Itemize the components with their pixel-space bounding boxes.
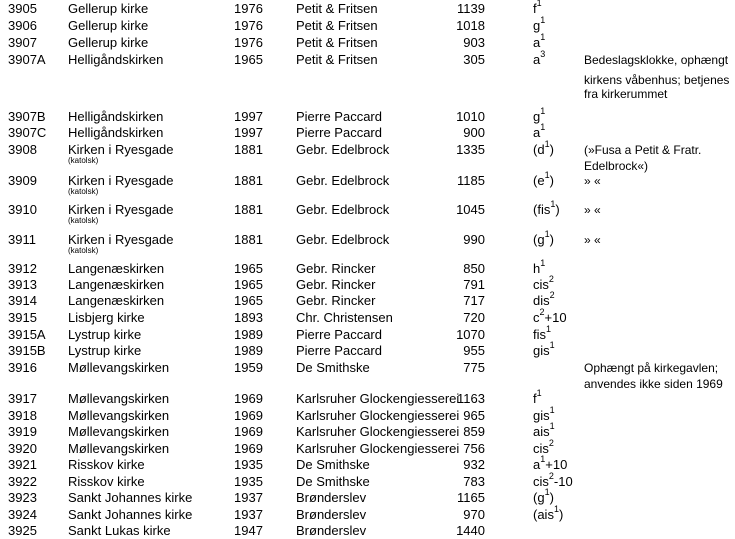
bell-note: Ophængt på kirkegavlen; (584, 361, 719, 375)
church-name: Risskov kirke (68, 474, 145, 489)
tone-suffix: ) (558, 507, 564, 522)
church-name: Gellerup kirke (68, 1, 149, 16)
tone-octave: 1 (540, 454, 546, 464)
bell-founder: Karlsruher Glockengiesserei (296, 391, 460, 406)
tone-octave: 1 (553, 504, 559, 514)
tone-suffix: ) (549, 490, 554, 505)
cast-year: 1969 (234, 441, 263, 456)
bell-number: 3913 (8, 277, 37, 292)
bell-number: 3922 (8, 474, 37, 489)
tone-octave: 2 (548, 471, 554, 481)
tone-octave: 1 (550, 199, 556, 209)
bell-note: » « (584, 174, 601, 188)
bell-founder: De Smithske (296, 457, 370, 472)
bell-founder: De Smithske (296, 474, 370, 489)
tone-base: g (533, 18, 541, 33)
tone-suffix: +10 (545, 457, 568, 472)
tone-octave: 1 (549, 421, 555, 431)
bell-number: 3914 (8, 293, 37, 308)
bell-note: fra kirkerummet (584, 87, 668, 101)
bell-weight: 756 (463, 441, 485, 456)
bell-number: 3906 (8, 18, 37, 33)
cast-year: 1935 (234, 457, 263, 472)
bell-number: 3916 (8, 360, 37, 375)
tone-base: f (533, 391, 537, 406)
bell-number: 3918 (8, 408, 37, 423)
bell-tone (533, 170, 554, 189)
cast-year: 1937 (234, 490, 263, 505)
bell-weight: 1018 (456, 18, 485, 33)
cast-year: 1976 (234, 18, 263, 33)
bell-founder: Pierre Paccard (296, 109, 382, 124)
church-name: Kirken i Ryesgade (68, 173, 174, 188)
bell-weight: 720 (463, 310, 485, 325)
tone-base: (d (533, 142, 545, 157)
bell-number: 3919 (8, 424, 37, 439)
bell-note: » « (584, 233, 601, 247)
tone-base: ais (533, 424, 550, 439)
cast-year: 1969 (234, 424, 263, 439)
bell-founder: Gebr. Rincker (296, 277, 376, 292)
tone-base: (g (533, 232, 545, 247)
tone-octave: 2 (548, 274, 554, 284)
church-denomination: (katolsk) (68, 156, 99, 165)
bell-founder: Petit & Fritsen (296, 18, 378, 33)
tone-octave: 1 (544, 139, 550, 149)
bell-tone (533, 471, 573, 490)
cast-year: 1965 (234, 293, 263, 308)
bell-note: kirkens våbenhus; betjenes (584, 73, 730, 87)
bell-note: (»Fusa a Petit & Fratr. (584, 143, 702, 157)
bell-weight: 903 (463, 35, 485, 50)
bell-weight: 783 (463, 474, 485, 489)
bell-tone (533, 340, 555, 359)
bell-founder: Karlsruher Glockengiesserei (296, 408, 460, 423)
cast-year: 1976 (234, 1, 263, 16)
tone-octave: 1 (540, 106, 546, 116)
bell-founder: Pierre Paccard (296, 343, 382, 358)
bell-tone (533, 504, 564, 523)
bell-number: 3925 (8, 523, 37, 538)
bell-weight: 970 (463, 507, 485, 522)
bell-weight: 1010 (456, 109, 485, 124)
tone-octave: 3 (540, 49, 546, 59)
bell-number: 3915A (8, 327, 46, 342)
tone-octave: 2 (549, 290, 555, 300)
tone-octave: 1 (544, 487, 550, 497)
bell-founder: Pierre Paccard (296, 327, 382, 342)
bell-number: 3921 (8, 457, 37, 472)
church-denomination: (katolsk) (68, 246, 99, 255)
church-name: Lystrup kirke (68, 343, 142, 358)
cast-year: 1989 (234, 327, 263, 342)
church-name: Lystrup kirke (68, 327, 142, 342)
bell-weight: 850 (463, 261, 485, 276)
bell-founder: Chr. Christensen (296, 310, 393, 325)
cast-year: 1965 (234, 52, 263, 67)
bell-weight: 900 (463, 125, 485, 140)
bell-weight: 990 (463, 232, 485, 247)
bell-number: 3911 (8, 232, 36, 247)
tone-base: (fis (533, 202, 551, 217)
tone-suffix: ) (555, 202, 560, 217)
bell-founder: Brønderslev (296, 523, 367, 538)
cast-year: 1937 (234, 507, 263, 522)
cast-year: 1965 (234, 261, 263, 276)
cast-year: 1965 (234, 277, 263, 292)
tone-octave: 2 (539, 307, 545, 317)
cast-year: 1989 (234, 343, 263, 358)
tone-octave: 1 (546, 324, 552, 334)
tone-base: g (533, 109, 541, 124)
bell-tone (533, 258, 546, 277)
church-name: Kirken i Ryesgade (68, 202, 174, 217)
tone-octave: 1 (540, 32, 546, 42)
cast-year: 1947 (234, 523, 263, 538)
bell-weight: 1440 (456, 523, 485, 538)
church-denomination: (katolsk) (68, 187, 99, 196)
church-name: Møllevangskirken (68, 408, 170, 423)
bell-weight: 305 (463, 52, 485, 67)
bell-note: Bedeslagsklokke, ophængt (584, 53, 729, 67)
tone-base: cis (533, 277, 549, 292)
church-name: Møllevangskirken (68, 441, 170, 456)
church-name: Langenæskirken (68, 261, 165, 276)
bell-weight: 791 (463, 277, 485, 292)
church-name: Helligåndskirken (68, 109, 164, 124)
bell-number: 3915B (8, 343, 46, 358)
church-denomination: (katolsk) (68, 216, 99, 225)
bell-weight: 932 (463, 457, 485, 472)
bell-weight: 859 (463, 424, 485, 439)
church-name: Sankt Lukas kirke (68, 523, 171, 538)
bell-founder: De Smithske (296, 360, 370, 375)
bell-founder: Gebr. Rincker (296, 261, 376, 276)
bell-founder: Karlsruher Glockengiesserei (296, 441, 460, 456)
tone-base: a (533, 35, 541, 50)
bell-weight: 775 (463, 360, 485, 375)
tone-base: dis (533, 293, 550, 308)
cast-year: 1959 (234, 360, 263, 375)
tone-base: h (533, 261, 541, 276)
tone-octave: 1 (536, 0, 542, 8)
church-name: Møllevangskirken (68, 424, 170, 439)
bell-tone (533, 388, 542, 407)
bell-number: 3917 (8, 391, 37, 406)
bell-tone (533, 199, 560, 218)
bell-weight: 1163 (457, 391, 485, 406)
bell-weight: 965 (463, 408, 485, 423)
bell-weight: 1185 (457, 173, 485, 188)
bell-founder: Gebr. Edelbrock (296, 173, 390, 188)
cast-year: 1935 (234, 474, 263, 489)
bell-number: 3908 (8, 142, 37, 157)
tone-octave: 1 (549, 340, 555, 350)
bell-weight: 1070 (456, 327, 485, 342)
tone-suffix: +10 (544, 310, 567, 325)
tone-base: a (533, 457, 541, 472)
tone-base: (g (533, 490, 545, 505)
bell-tone (533, 49, 546, 68)
cast-year: 1969 (234, 391, 263, 406)
bell-number: 3907B (8, 109, 46, 124)
bell-number: 3912 (8, 261, 37, 276)
cast-year: 1881 (234, 142, 263, 157)
tone-suffix: ) (549, 173, 554, 188)
bell-number: 3907A (8, 52, 46, 67)
church-name: Sankt Johannes kirke (68, 490, 193, 505)
cast-year: 1881 (234, 202, 263, 217)
bell-founder: Gebr. Edelbrock (296, 142, 390, 157)
bell-tone (533, 487, 554, 506)
tone-suffix: -10 (553, 474, 573, 489)
cast-year: 1969 (234, 408, 263, 423)
tone-octave: 1 (536, 388, 542, 398)
bell-number: 3920 (8, 441, 37, 456)
bell-weight: 955 (463, 343, 485, 358)
bell-weight: 1139 (457, 1, 485, 16)
church-name: Langenæskirken (68, 277, 165, 292)
bell-founder: Karlsruher Glockengiesserei (296, 424, 460, 439)
cast-year: 1881 (234, 173, 263, 188)
bell-weight: 717 (463, 293, 485, 308)
cast-year: 1893 (234, 310, 263, 325)
tone-suffix: ) (549, 142, 554, 157)
bell-founder: Brønderslev (296, 507, 367, 522)
tone-base: gis (533, 408, 550, 423)
tone-base: a (533, 125, 541, 140)
tone-base: (e (533, 173, 545, 188)
church-name: Helligåndskirken (68, 52, 164, 67)
bell-number: 3924 (8, 507, 37, 522)
bell-weight: 1165 (457, 490, 485, 505)
church-name: Kirken i Ryesgade (68, 232, 174, 247)
tone-base: (ais (533, 507, 554, 522)
church-name: Møllevangskirken (68, 360, 170, 375)
bell-weight: 1335 (456, 142, 485, 157)
tone-octave: 2 (548, 438, 554, 448)
bell-number: 3907C (8, 125, 47, 140)
bell-number: 3905 (8, 1, 37, 16)
bell-tone (533, 324, 552, 343)
tone-octave: 1 (540, 122, 546, 132)
church-name: Langenæskirken (68, 293, 165, 308)
bell-founder: Gebr. Rincker (296, 293, 376, 308)
cast-year: 1881 (234, 232, 263, 247)
bell-number: 3909 (8, 173, 37, 188)
bell-founder: Brønderslev (296, 490, 367, 505)
bell-tone (533, 229, 554, 248)
cast-year: 1976 (234, 35, 263, 50)
tone-octave: 1 (540, 15, 546, 25)
cast-year: 1997 (234, 109, 263, 124)
church-name: Lisbjerg kirke (68, 310, 145, 325)
tone-octave: 1 (544, 170, 550, 180)
bell-note: » « (584, 203, 601, 217)
cast-year: 1997 (234, 125, 263, 140)
tone-octave: 1 (544, 229, 550, 239)
tone-base: a (533, 52, 541, 67)
tone-octave: 1 (540, 258, 546, 268)
church-name: Gellerup kirke (68, 35, 149, 50)
church-name: Møllevangskirken (68, 391, 170, 406)
bell-tone (533, 122, 546, 141)
bell-tone (533, 139, 554, 158)
bell-founder: Gebr. Edelbrock (296, 202, 390, 217)
bell-number: 3910 (8, 202, 37, 217)
church-name: Kirken i Ryesgade (68, 142, 174, 157)
bell-founder: Pierre Paccard (296, 125, 382, 140)
tone-base: c (533, 310, 540, 325)
tone-base: cis (533, 441, 549, 456)
bell-number: 3923 (8, 490, 37, 505)
tone-base: fis (533, 327, 546, 342)
bell-founder: Petit & Fritsen (296, 35, 378, 50)
tone-base: cis (533, 474, 549, 489)
bell-note: anvendes ikke siden 1969 (584, 377, 723, 391)
church-name: Risskov kirke (68, 457, 145, 472)
tone-base: f (533, 1, 537, 16)
bell-founder: Petit & Fritsen (296, 52, 378, 67)
church-name: Sankt Johannes kirke (68, 507, 193, 522)
tone-octave: 1 (549, 405, 555, 415)
bell-founder: Petit & Fritsen (296, 1, 378, 16)
tone-base: gis (533, 343, 550, 358)
church-name: Gellerup kirke (68, 18, 149, 33)
church-name: Helligåndskirken (68, 125, 164, 140)
bell-number: 3915 (8, 310, 37, 325)
bell-number: 3907 (8, 35, 37, 50)
bell-founder: Gebr. Edelbrock (296, 232, 390, 247)
tone-suffix: ) (549, 232, 554, 247)
bell-note: Edelbrock«) (584, 159, 649, 173)
bell-weight: 1045 (456, 202, 485, 217)
